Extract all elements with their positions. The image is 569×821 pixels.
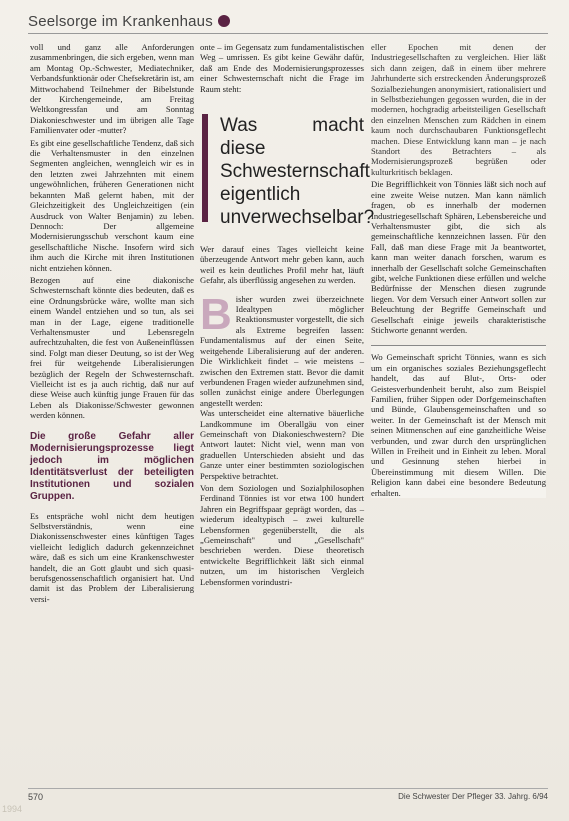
col3-paragraph-1: eller Epochen mit denen der Industriegesellschaften zu vergleichen. Hier läßt sich dann zeigen, daß in einem über mehrere Jahrhunderte sich erstreckenden Änderungsprozeß Sozialbeziehungen anonymisiert, rationalisiert und in Selbstbeziehungen gegossen wurden, die in der modernen, hochgradig arbeitsteiligen Gesellschaft den einzelnen Menschen zum Rädchen in einem kaum noch durchschaubaren Funktionsgeflecht machen. Diese Entwicklung kann man – je nach Standort des Betrachters – als Modernisierungsprozeß begrüßen oder kulturkritisch beklagen.: [371, 42, 546, 177]
dropcap-letter: B: [200, 289, 232, 339]
dropcap-paragraph: [200, 289, 364, 408]
page-footer: [28, 792, 548, 802]
col1-paragraph-4: Es entspräche wohl nicht dem heutigen Selbstverständnis, wenn eine Diakonissenschwester eines künftigen Tages vielleicht lediglich dadurch gekennzeichnet wäre, daß es sich um eine Krankenschwester handelt, die an Gott glaubt und sich quasi-berufsgenossenschaftlich organisiert hat. Und damit ist das Problem der Liberalisierung versi-: [30, 510, 194, 604]
col2-paragraph-2: Wer darauf eines Tages vielleicht keine überzeugende Antwort mehr geben kann, auch weil es kein deutliches Profil mehr hat, läuft Gefahr, als überflüssig angesehen zu werden.: [200, 244, 364, 286]
column-2: [200, 42, 375, 589]
pull-quote: Die große Gefahr aller Modernisierungsprozesse liegt jedoch im möglichen Identitätsverlust der beteiligten Institutionen und sozialen Gruppen.: [30, 430, 194, 502]
section-dot-icon: [218, 15, 230, 27]
col3-paragraph-2: Die Begrifflichkeit von Tönnies läßt sich noch auf eine zweite Weise nutzen. Man kann nämlich fragen, ob es innerhalb der modernen Industriegesellschaft Sphären, Lebensbereiche und Verhaltensmuster gibt, die sich als gemeinschaftliche kennzeichnen lassen. Für den Fall, daß man diese Frage mit Ja beantwortet, kann man weiter danach forschen, warum es innerhalb der Gesellschaft solche Gemeinschaften gibt, welche Funktionen diese erfüllen und welche Bedürfnisse der Menschen diesen zugrunde liegen. Vor dem Versuch einer Antwort sollen zur Beleuchtung der Begriffe Gemeinschaft und Gesellschaft einige jeweils charakteristische Stichworte genannt werden.: [371, 179, 546, 335]
headline-accent-bar: [202, 114, 208, 222]
col1-paragraph-3: Bezogen auf eine diakonische Schwesternschaft könnte dies bedeuten, daß es eine Ordnungsbrücke wäre, wollte man sich einem Wandel entziehen und so tun, als sei man in der Lage, eigene traditionelle Verhaltensmuster und Lebensregeln aufrechtzuhalten, die fest von Außeneinflüssen sind. Folgt man dieser Deutung, so ist der Weg frei für weitgehende Liberalisierungen bezüglich der Regeln der Schwesternschaft. Vielleicht ist es ja auch richtig, daß nur auf diese Weise auch künftig junge Frauen für das Leben als Diakonisse/Schwester gewonnen werden können.: [30, 274, 194, 421]
col2-paragraph-5: Von dem Soziologen und Sozialphilosophen Ferdinand Tönnies ist vor etwa 100 hundert Jahren ein Begriffspaar geprägt worden, das – wiederum idealtypisch – zwei kulturelle Lebensformen gegenüberstellt, die als „Gemeinschaft" und „Gesellschaft" beschrieben werden. Diese theoretisch entwickelte Begrifflichkeit läßt sich einmal nutzen, um im historischen Vergleich Lebensformen vorindustri-: [200, 482, 364, 587]
publication-source: Die Schwester Der Pfleger 33. Jahrg. 6/94: [398, 792, 548, 801]
dropcap-body: isher wurden zwei überzeichnete Idealtypen möglicher Reaktionsmuster vorgestellt, die sich als Extreme begreifen lassen: Fundamentalismus auf der einen Seite, weitgehende Liberalisierung auf der anderen. Die Wirklichkeit findet – wie meistens – zwischen den Extremen statt. Bevor die damit verbundenen Fragen wieder aufzunehmen sind, sollen zunächst einige andere Überlegungen angestellt werden:: [200, 293, 364, 408]
page-header: [28, 10, 230, 32]
col1-paragraph-1: voll und ganz alle Anforderungen zusammenbringen, die sich ergeben, wenn man am Montag Op.-Schwester, Mediatechniker, Verbandsfunktionär oder Chefsekretärin ist, am Mittwochabend Teilnehmer der Bibelstunde der Kirchengemeinde, am Freitag Weltkongressfan und am Sonntag Diakonieschwester und im übrigen alle Tage Familienvater oder -mutter?: [30, 42, 194, 136]
col1-paragraph-2: Es gibt eine gesellschaftliche Tendenz, daß sich die Verhaltensmuster in den einzelnen Segmenten angleichen, wenngleich wir es in den letzten zwei Jahrzehnten mit einem ungewöhnlichen, früheren Generationen nicht bekannten Maß gelernt haben, mit der Gleichzeitigkeit des Ungleichzeitigen (ein Ausdruck von Walter Benjamin) zu leben. Dennoch: Der allgemeine Modernisierungsschub verschont kaum eine gesellschaftliche Nische. Insofern wird sich ihm auch die Kirche mit ihren Institutionen nicht entziehen können.: [30, 137, 194, 273]
section-title: Seelsorge im Krankenhaus: [28, 12, 213, 30]
headline-question: Was macht diese Schwesternschaft eigentlich unverwechselbar?: [220, 115, 375, 229]
page-number: 570: [28, 792, 44, 802]
col2-paragraph-1: onte – im Gegensatz zum fundamentalistischen Weg – umrissen. Es gibt keine Gewähr dafür, daß am Ende des Modernisierungsprozesses einer Schwesternschaft nicht die Frage im Raum steht:: [200, 42, 364, 94]
margin-stamp: 1994: [2, 804, 23, 814]
headline-box: [200, 114, 375, 229]
col2-paragraph-4: Was unterscheidet eine alternative bäuerliche Landkommune im Oberallgäu von einer Gemeinschaft von Diakonieschwestern? Die Antwort lautet: Nicht viel, wenn man von graduellen Unterschieden absieht und das Ganze unter einer bestimmten soziologischen Perspektive betrachtet.: [200, 408, 364, 481]
sidebar-text: Wo Gemeinschaft spricht Tönnies, wann es sich um ein organisches soziales Beziehungsgeflecht handelt, das auf Blut-, Orts- oder Geistesverbundenheit beruht, also zum Beispiel Familien, früher Sippen oder Dorfgemeinschaften und Bünde, Glaubensgemeinschaften und so weiter. In der Gemeinschaft ist der Mensch mit seinen Mitmenschen auf eine ganzheitliche Weise verbunden, und zwar durch den ursprünglichen Willen in Freiheit und in Einheit zu leben. Moral und Gesinnung stehen hierbei in Übereinstimmung mit diesem Willen. Die Religion kann dabei eine besondere Bedeutung erhalten.: [371, 352, 546, 498]
footer-divider: [28, 788, 548, 789]
column-3: [371, 42, 546, 500]
sidebar-box: [371, 345, 546, 498]
column-1: [30, 42, 194, 606]
header-divider: [28, 33, 548, 34]
